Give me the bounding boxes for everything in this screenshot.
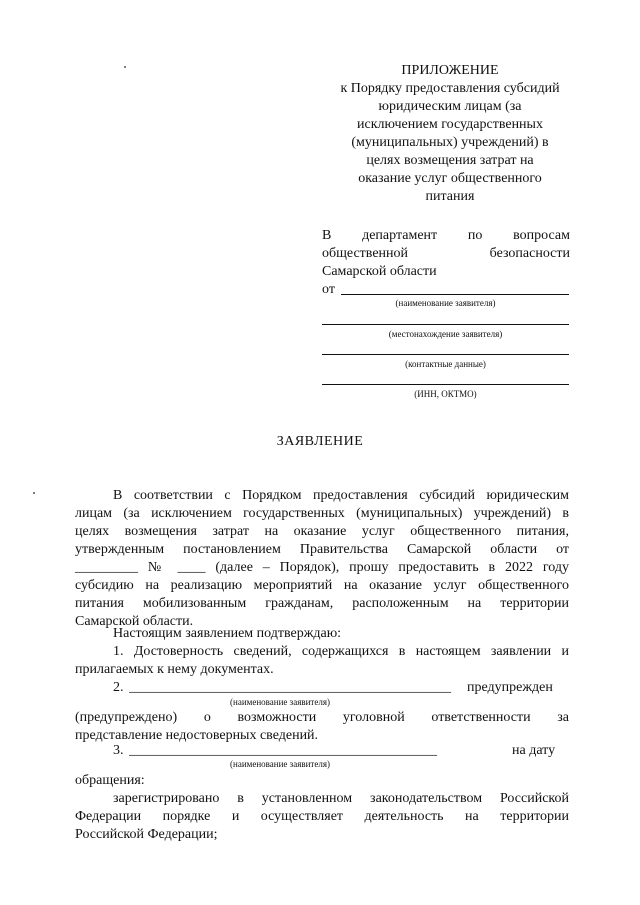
item-1-line: прилагаемых к нему документах.	[75, 662, 274, 677]
addressee-line: общественной безопасности	[322, 246, 570, 261]
item-2-caption: (наименование заявителя)	[230, 697, 330, 707]
item-3-blank: ____________________________________________	[129, 743, 437, 758]
inn-oktmo-line	[322, 384, 569, 385]
document-title: ЗАЯВЛЕНИЕ	[276, 434, 364, 449]
item-1	[75, 643, 569, 679]
applicant-location-line	[322, 324, 569, 325]
appendix-line: юридическим лицам (за	[378, 99, 522, 114]
addressee-block	[322, 227, 570, 299]
item-3-tail: на дату	[512, 743, 556, 758]
registration-line: Российской Федерации;	[75, 827, 218, 842]
item-2-line: представление недостоверных сведений.	[75, 728, 319, 743]
applicant-location-caption: (местонахождение заявителя)	[388, 329, 503, 339]
item-2-line: (предупреждено) о возможности уголовной ответственности за	[75, 710, 569, 725]
paragraph-line: субсидию на реализацию мероприятий на оказание услуг общественного	[75, 578, 569, 593]
paragraph-line: целях возмещения затрат на оказание услуг общественного питания,	[75, 524, 569, 539]
from-label: от	[322, 282, 335, 297]
request-paragraph	[75, 487, 569, 631]
appendix-header	[320, 62, 580, 206]
item-2-tail: предупрежден	[467, 680, 553, 695]
appendix-line: исключением государственных	[357, 117, 543, 132]
appendix-line: (муниципальных) учреждений) в	[351, 135, 549, 150]
contact-data-line	[322, 354, 569, 355]
appendix-line: питания	[425, 189, 475, 204]
item-2-continuation	[75, 709, 569, 745]
applicant-name-line	[341, 294, 569, 295]
confirm-intro: Настоящим заявлением подтверждаю:	[113, 626, 342, 641]
item-1-line: 1. Достоверность сведений, содержащихся в настоящем заявлении и	[113, 644, 569, 659]
item-2-number: 2.	[113, 680, 124, 695]
addressee-line: В департамент по вопросам	[322, 228, 570, 243]
contact-data-caption: (контактные данные)	[405, 359, 486, 369]
inn-oktmo-caption: (ИНН, ОКТМО)	[414, 389, 477, 399]
item-2-blank: ______________________________________________	[129, 680, 451, 695]
appendix-line: оказание услуг общественного	[358, 171, 542, 186]
paragraph-line: В соответствии с Порядком предоставления субсидий юридическим	[113, 488, 569, 503]
scan-speck	[33, 492, 35, 494]
paragraph-line: _________ № ____ (далее – Порядок), прошу предоставить в 2022 году	[75, 560, 569, 575]
item-3-caption: (наименование заявителя)	[230, 759, 330, 769]
registration-line: зарегистрировано в установленном законодательством Российской	[113, 791, 569, 806]
registration-line: Федерации порядке и осуществляет деятельность на территории	[75, 809, 569, 824]
scan-speck	[124, 66, 126, 68]
appendix-title: ПРИЛОЖЕНИЕ	[401, 63, 499, 78]
appendix-line: целях возмещения затрат на	[366, 153, 534, 168]
appendix-line: к Порядку предоставления субсидий	[340, 81, 560, 96]
paragraph-line: Самарской области.	[75, 614, 194, 629]
item-3-number: 3.	[113, 743, 124, 758]
item-3-continuation: обращения:	[75, 773, 145, 788]
paragraph-line: питания мобилизованным гражданам, расположенным на территории	[75, 596, 569, 611]
paragraph-line: утвержденным постановлением Правительства Самарской области от	[75, 542, 569, 557]
applicant-name-caption: (наименование заявителя)	[395, 298, 496, 308]
registration-paragraph	[75, 790, 569, 844]
addressee-line: Самарской области	[322, 264, 437, 279]
paragraph-line: лицам (за исключением государственных (муниципальных) учреждений) в	[75, 506, 569, 521]
